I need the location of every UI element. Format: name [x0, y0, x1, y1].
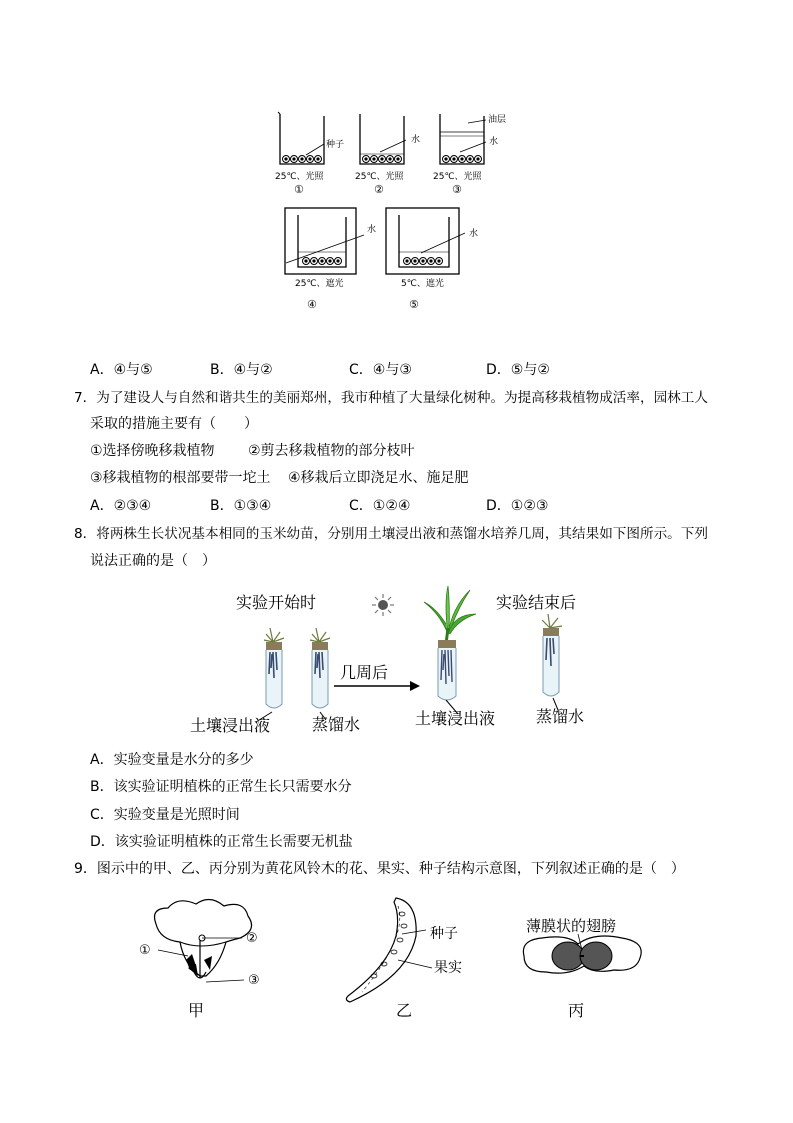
q8-option-b[interactable]: B．该实验证明植株的正常生长只需要水分: [90, 779, 352, 795]
q7-stem-line2: 采取的措施主要有（ ）: [90, 416, 258, 432]
beaker-5-number: ⑤: [409, 298, 419, 311]
beaker-4-number: ④: [307, 298, 317, 311]
beaker-2-number: ②: [374, 183, 384, 196]
q8-stem-line1: 8．将两株生长状况基本相同的玉米幼苗，分别用土壤浸出液和蒸馏水培养几周，其结果如下图所示。下列: [74, 526, 708, 542]
start-label: 实验开始时: [236, 593, 317, 612]
end-label: 实验结束后: [496, 593, 577, 612]
caption-jia: 甲: [188, 1001, 205, 1020]
q7-item-2: ②剪去移栽植物的部分枝叶: [248, 443, 415, 459]
beaker-3-number: ③: [452, 183, 462, 196]
flower-mark-1: ①: [139, 943, 151, 958]
q7-option-d[interactable]: D．①②③: [486, 498, 549, 514]
beaker-3-oil-label: 油层: [488, 115, 507, 125]
flower-mark-2: ②: [246, 931, 258, 946]
q6-option-a[interactable]: A．④与⑤: [90, 362, 153, 378]
seed-label-wing: 薄膜状的翅膀: [526, 917, 617, 935]
beaker-2-condition: 25℃、光照: [355, 172, 404, 182]
q6-option-b[interactable]: B．④与②: [210, 362, 273, 378]
fruit-diagram: [338, 896, 438, 1006]
q7-option-b[interactable]: B．①③④: [210, 498, 272, 514]
q6-option-d[interactable]: D．⑤与②: [486, 362, 550, 378]
q6-option-c[interactable]: C．④与③: [349, 362, 412, 378]
beaker-5-condition: 5℃、遮光: [401, 279, 444, 289]
q8-stem-line2: 说法正确的是（ ）: [90, 553, 216, 569]
beaker-4-label: 水: [367, 225, 377, 235]
q7-item-3: ③移栽植物的根部要带一坨土: [90, 470, 271, 486]
q8-option-c[interactable]: C．实验变量是光照时间: [90, 807, 240, 823]
tube-label-soil-start: 土壤浸出液: [190, 716, 271, 735]
q8-option-a[interactable]: A．实验变量是水分的多少: [90, 752, 254, 768]
fruit-label-fruit: 果实: [434, 960, 462, 976]
beaker-5-label: 水: [469, 229, 479, 239]
q7-option-a[interactable]: A．②③④: [90, 498, 152, 514]
arrow-label: 几周后: [340, 663, 389, 682]
beaker-2-label: 水: [411, 135, 421, 145]
caption-bing: 丙: [568, 1001, 585, 1020]
q9-stem: 9．图示中的甲、乙、丙分别为黄花风铃木的花、果实、种子结构示意图，下列叙述正确的是（ ）: [74, 861, 685, 877]
beaker-1-condition: 25℃、光照: [275, 172, 324, 182]
tube-label-water-start: 蒸馏水: [312, 715, 361, 734]
q7-option-c[interactable]: C．①②④: [349, 498, 411, 514]
beaker-4-condition: 25℃、遮光: [295, 279, 344, 289]
q7-item-1: ①选择傍晚移栽植物: [90, 443, 215, 459]
tube-label-soil-end: 土壤浸出液: [415, 709, 496, 728]
beaker-3-label: 水: [489, 137, 499, 147]
tube-label-water-end: 蒸馏水: [536, 707, 585, 726]
beaker-1-number: ①: [294, 183, 304, 196]
q7-item-4: ④移栽后立即浇足水、施足肥: [288, 470, 469, 486]
beaker-3-condition: 25℃、光照: [433, 172, 482, 182]
q8-option-d[interactable]: D．该实验证明植株的正常生长需要无机盐: [90, 834, 353, 850]
caption-yi: 乙: [396, 1001, 413, 1020]
fruit-label-seed: 种子: [430, 926, 458, 942]
q7-stem-line1: 7．为了建设人与自然和谐共生的美丽郑州，我市种植了大量绿化树种。为提高移栽植物成活率，园林工人: [74, 390, 708, 406]
seed-diagram: [518, 930, 648, 980]
beaker-1-label: 种子: [326, 140, 345, 150]
flower-mark-3: ③: [248, 973, 260, 988]
